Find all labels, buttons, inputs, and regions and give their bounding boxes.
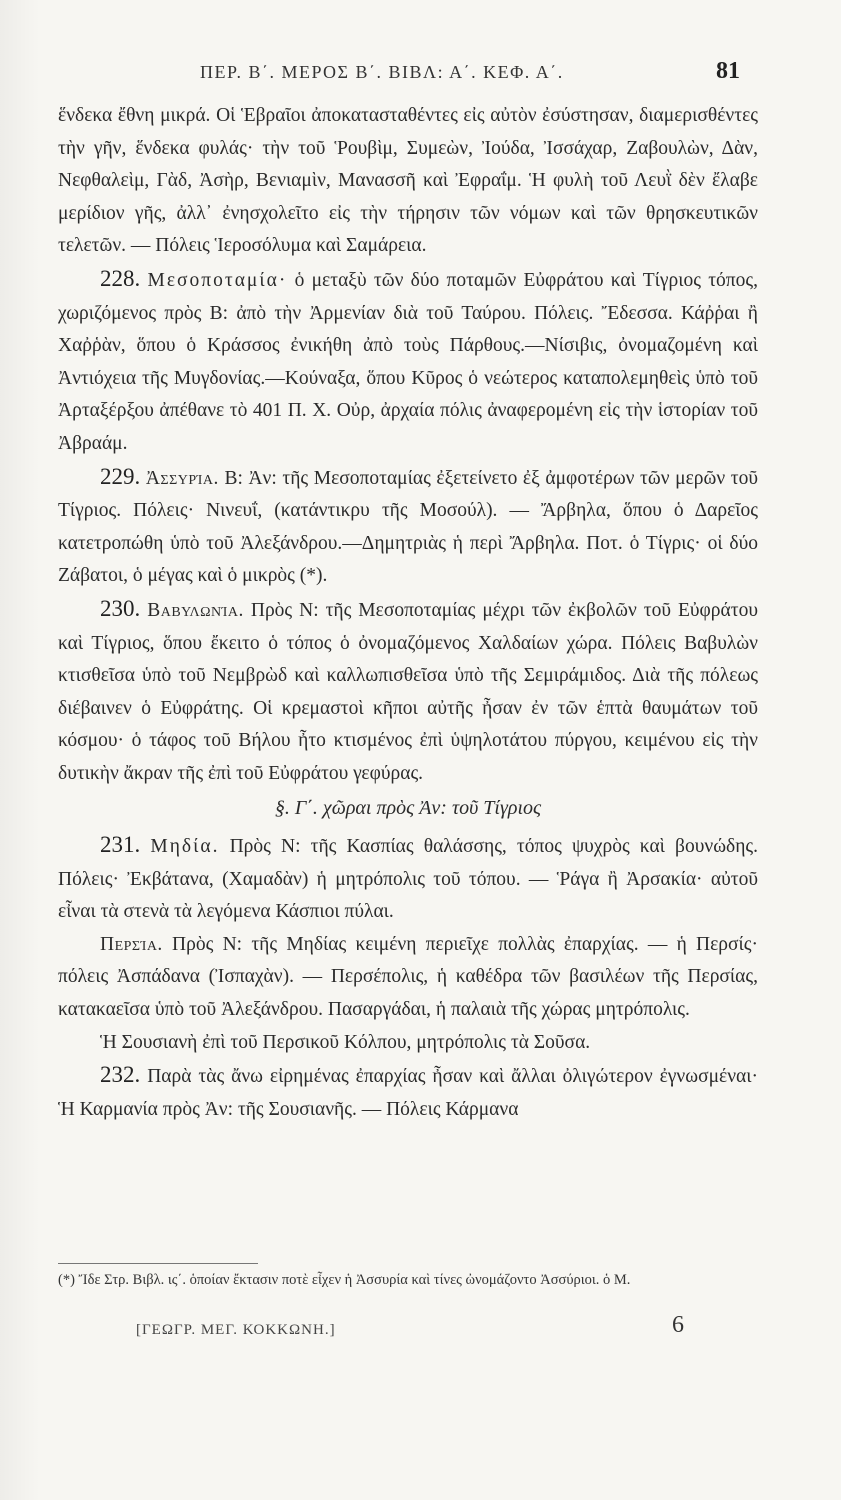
section-heading: §. Γ΄. χῶραι πρὸς Ἀν: τοῦ Τίγριος: [274, 797, 542, 820]
section-number: 229.: [100, 463, 141, 489]
paragraph-228: [58, 263, 758, 461]
paragraph-231: [58, 829, 758, 929]
paragraph-text: Ἡ Σουσιανὴ ἐπὶ τοῦ Περσικοῦ Κόλπου, μητρόπολις τὰ Σοῦσα.: [100, 1031, 591, 1053]
paragraph-susiana: [58, 1027, 758, 1060]
paragraph-text: Παρὰ τὰς ἄνω εἰρημένας ἐπαρχίας ἦσαν καὶ ἄλλαι ὀλιγώτερον ἐγνωσμέναι· Ἡ Καρμανία πρὸς Ἀν: τῆς Σουσιανῆς. — Πόλεις Κάρμανα: [58, 1066, 758, 1120]
paragraph-text: ἕνδεκα ἔθνη μικρά. Οἱ Ἑβραῖοι ἀποκατασταθέντες εἰς αὐτὸν ἐσύστησαν, διαμερισθέντες τὴν γῆν, ἕνδεκα φυλάς· τὴν τοῦ Ῥουβὶμ, Συμεὼν, Ἰούδα, Ἰσσάχαρ, Ζαβουλὼν, Δὰν, Νεφθαλεὶμ, Γὰδ, Ἀσὴρ, Βενιαμὶν, Μανασσῆ καὶ Ἐφραΐμ. Ἡ φυλὴ τοῦ Λευῒ δὲν ἔλαβε μερίδιον γῆς, ἀλλ᾽ ἐνησχολεῖτο εἰς τὴν τήρησιν τῶν νόμων καὶ τῶν θρησκευτικῶν τελετῶν. — Πόλεις Ἱεροσόλυμα καὶ Σαμάρεια.: [58, 105, 758, 257]
running-head: ΠΕΡ. Β΄. ΜΕΡΟΣ Β΄. ΒΙΒΛ: Α΄. ΚΕΦ. Α΄.: [200, 62, 564, 82]
printer-signature: [ΓΕΩΓΡ. ΜΕΓ. ΚΟΚΚΩΝΗ.]: [136, 1322, 336, 1338]
section-lead: Μηδία.: [150, 836, 220, 858]
section-lead: Περσία.: [100, 933, 163, 955]
paragraph-232: [58, 1059, 758, 1126]
section-number: 228.: [100, 265, 141, 291]
section-lead: Μεσοποταμία·: [147, 269, 288, 291]
paragraph-persia: [58, 929, 758, 1027]
paragraph-text: Πρὸς Ν: τῆς Μεσοποταμίας μέχρι τῶν ἐκβολῶν τοῦ Εὐφράτου καὶ Τίγριος, ὅπου ἔκειτο ὁ τόπος ὁ ὀνομαζόμενος Χαλδαίων χώρα. Πόλεις Βαβυλὼν κτισθεῖσα ὑπὸ τοῦ Νεμβρὼδ καὶ καλλωπισθεῖσα ὑπὸ τῆς Σεμιράμιδος. Διὰ τῆς πόλεως διέβαινεν ὁ Εὐφράτης. Οἱ κρεμαστοὶ κῆποι αὐτῆς ἦσαν ἐν τῶν ἑπτὰ θαυμάτων τοῦ κόσμου· ὁ τάφος τοῦ Βήλου ἦτο κτισμένος ἐπὶ ὑψηλοτάτου πύργου, κειμένου εἰς τὴν δυτικὴν ἄκραν τῆς ἐπὶ τοῦ Εὐφράτου γεφύρας.: [58, 599, 758, 784]
paragraph-text: ὁ μεταξὺ τῶν δύο ποταμῶν Εὐφράτου καὶ Τίγριος τόπος, χωριζόμενος πρὸς Β: ἀπὸ τὴν Ἀρμενίαν διὰ τοῦ Ταύρου. Πόλεις. Ἔδεσσα. Κάῤῥαι ἢ Χαῤῥὰν, ὅπου ὁ Κράσσος ἐνικήθη ἀπὸ τοὺς Πάρθους.—Νίσιβις, ὀνομαζομένη καὶ Ἀντιόχεια τῆς Μυγδονίας.—Κούναξα, ὅπου Κῦρος ὁ νεώτερος καταπολεμηθεὶς ὑπὸ τοῦ Ἀρταξέρξου ἀπέθανε τὸ 401 Π. Χ. Οὐρ, ἀρχαία πόλις ἀναφερομένη εἰς τὴν ἱστορίαν τοῦ Ἀβραάμ.: [58, 269, 759, 454]
paragraph-text: Πρὸς Ν: τῆς Μηδίας κειμένη περιεῖχε πολλὰς ἐπαρχίας. — ἡ Περσίς· πόλεις Ἀσπάδανα (Ἰσπαχὰν). — Περσέπολις, ἡ καθέδρα τῶν βασιλέων τῆς Περσίας, κατακαεῖσα ὑπὸ τοῦ Ἀλεξάνδρου. Πασαργάδαι, ἡ παλαιὰ τῆς χώρας μητρόπολις.: [58, 933, 758, 1021]
body-text: [58, 100, 758, 1126]
paragraph-text: Β: Ἀν: τῆς Μεσοποταμίας ἐξετείνετο ἐξ ἀμφοτέρων τῶν μερῶν τοῦ Τίγριος. Πόλεις· Νινευΐ, (κατάντικρυ τῆς Μοσούλ). — Ἄρβηλα, ὅπου ὁ Δαρεῖος κατετροπώθη ὑπὸ τοῦ Ἀλεξάνδρου.—Δημητριὰς ἡ περὶ Ἄρβηλα. Ποτ. ὁ Τίγρις· οἱ δύο Ζάβατοι, ὁ μέγας καὶ ὁ μικρὸς (*).: [58, 467, 758, 587]
paragraph-230: [58, 593, 758, 791]
section-number: 232.: [100, 1062, 141, 1088]
section-lead: Βαβυλωνία.: [147, 599, 244, 621]
section-lead: Ἀσσυρία.: [145, 467, 219, 489]
footnote-text: (*) Ἴδε Στρ. Βιβλ. ις΄. ὁποίαν ἔκτασιν ποτὲ εἶχεν ἡ Ἀσσυρία καὶ τίνες ὠνομάζοντο Ἀσσύριοι. ὁ Μ.: [58, 1272, 631, 1288]
paragraph-intro: [58, 100, 758, 263]
paragraph-229: [58, 461, 758, 593]
section-number: 230.: [100, 595, 141, 621]
page-header: [200, 58, 740, 88]
footnote-divider: [58, 1263, 258, 1264]
footnote: [58, 1268, 758, 1292]
section-number: 231.: [100, 832, 141, 858]
page-number: 81: [716, 58, 740, 84]
signature-number: 6: [672, 1312, 684, 1338]
paragraph-text: Πρὸς Ν: τῆς Κασπίας θαλάσσης, τόπος ψυχρὸς καὶ βουνώδης. Πόλεις· Ἐκβάτανα, (Χαμαδὰν) ἡ μητρόπολις τοῦ τόπου. — Ῥάγα ἢ Ἀρσακία· αὐτοῦ εἶναι τὰ στενὰ τὰ λεγόμενα Κάσπιοι πύλαι.: [58, 836, 759, 923]
